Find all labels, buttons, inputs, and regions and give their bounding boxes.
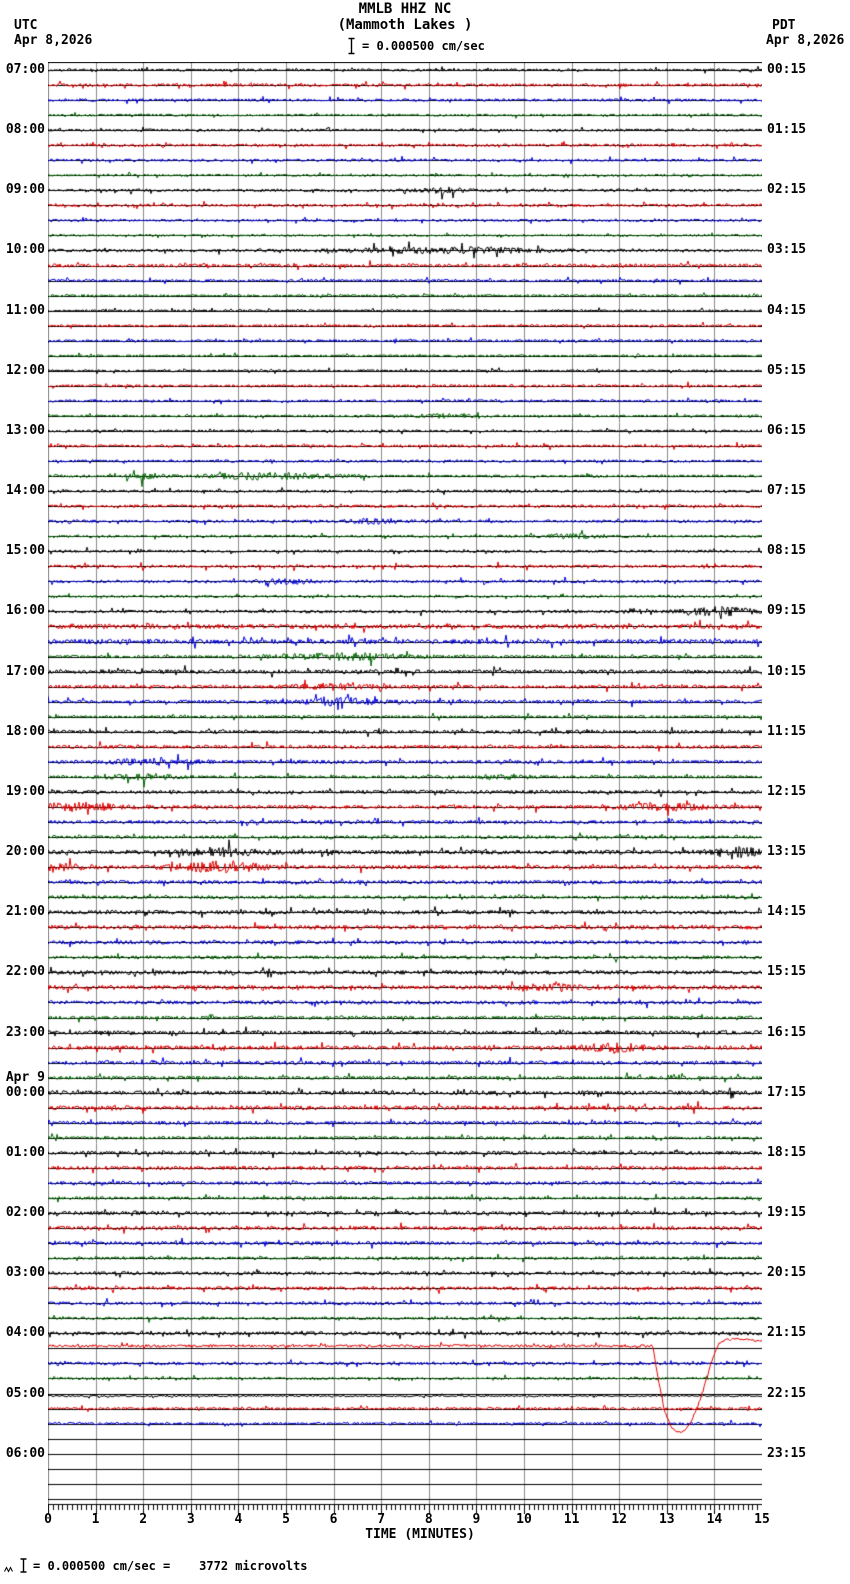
x-tick-label: 4 — [234, 1512, 243, 1527]
pdt-hour-label: 11:15 — [767, 723, 807, 739]
utc-hour-label: 05:00 — [5, 1385, 45, 1401]
utc-hour-label: 09:00 — [5, 182, 45, 198]
x-tick-label: 11 — [563, 1512, 580, 1527]
utc-hour-label: 08:00 — [5, 122, 45, 138]
pdt-hour-label: 10:15 — [767, 663, 807, 679]
x-tick-label: 1 — [91, 1512, 100, 1527]
pdt-hour-label: 04:15 — [767, 302, 807, 318]
utc-hour-label: 22:00 — [5, 964, 45, 980]
scale-legend-text: = 0.000500 cm/sec — [362, 39, 485, 53]
pdt-hour-label: 23:15 — [767, 1445, 807, 1461]
x-tick-label: 7 — [377, 1512, 386, 1527]
x-tick-label: 5 — [282, 1512, 290, 1527]
pdt-hour-label: 12:15 — [767, 783, 807, 799]
utc-hour-label: 14:00 — [5, 483, 45, 499]
pdt-hour-label: 21:15 — [767, 1325, 807, 1341]
utc-hour-label: 12:00 — [5, 362, 45, 378]
footer-ibeam-icon — [19, 1558, 28, 1573]
utc-hour-label: 23:00 — [5, 1024, 45, 1040]
utc-hour-label: 06:00 — [5, 1445, 45, 1461]
x-tick-label: 13 — [658, 1512, 675, 1527]
x-tick-label: 12 — [611, 1512, 628, 1527]
pdt-hour-label: 16:15 — [767, 1024, 807, 1040]
utc-hour-label: 13:00 — [5, 422, 45, 438]
utc-hour-label: 17:00 — [5, 663, 45, 679]
left-date-label: Apr 8,2026 — [14, 33, 93, 48]
pdt-hour-label: 13:15 — [767, 844, 807, 860]
pdt-hour-label: 03:15 — [767, 242, 807, 258]
footer-scale-text: = 0.000500 cm/sec = 3772 microvolts — [33, 1559, 308, 1573]
station-title: MMLB HHZ NC — [358, 1, 452, 17]
utc-hour-label: 20:00 — [5, 844, 45, 860]
utc-hour-label: 07:00 — [5, 62, 45, 77]
utc-hour-label: 15:00 — [5, 543, 45, 559]
x-tick-label: 9 — [472, 1512, 481, 1527]
x-tick-label: 2 — [139, 1512, 148, 1527]
utc-hour-label: 03:00 — [5, 1265, 45, 1281]
utc-hour-label: 10:00 — [5, 242, 45, 258]
x-tick-label: 15 — [754, 1512, 770, 1527]
utc-hour-label: 00:00 — [5, 1084, 45, 1100]
utc-hour-label: 02:00 — [5, 1205, 45, 1221]
amplitude-scale-legend — [347, 37, 485, 55]
pdt-hour-label: 20:15 — [767, 1265, 807, 1281]
pdt-hour-label: 15:15 — [767, 964, 807, 980]
pdt-hour-label: 18:15 — [767, 1144, 807, 1160]
x-axis-title: TIME (MINUTES) — [365, 1527, 475, 1542]
utc-hour-label: 01:00 — [5, 1144, 45, 1160]
pdt-hour-label: 01:15 — [767, 122, 807, 138]
station-subtitle: (Mammoth Lakes ) — [337, 17, 473, 33]
x-tick-label: 3 — [186, 1512, 195, 1527]
x-tick-label: 6 — [329, 1512, 338, 1527]
pdt-hour-label: 02:15 — [767, 182, 807, 198]
microvolt-wave-glyph-icon — [4, 1565, 14, 1573]
footer-scale-note — [4, 1558, 308, 1573]
utc-date-rollover-label: Apr 9 — [5, 1069, 45, 1085]
utc-hour-label: 11:00 — [5, 302, 45, 318]
pdt-hour-label: 06:15 — [767, 422, 807, 438]
x-tick-label: 0 — [44, 1512, 52, 1527]
utc-hour-label: 04:00 — [5, 1325, 45, 1341]
pdt-hour-label: 17:15 — [767, 1084, 807, 1100]
utc-hour-label: 16:00 — [5, 603, 45, 619]
pdt-hour-label: 08:15 — [767, 543, 807, 559]
left-timezone-label: UTC — [14, 18, 38, 33]
right-date-label: Apr 8,2026 — [766, 33, 845, 48]
pdt-hour-label: 22:15 — [767, 1385, 807, 1401]
x-tick-label: 10 — [516, 1512, 532, 1527]
pdt-hour-label: 09:15 — [767, 603, 807, 619]
helicorder-canvas — [48, 62, 762, 1514]
utc-hour-label: 19:00 — [5, 783, 45, 799]
pdt-hour-label: 00:15 — [767, 62, 807, 77]
right-timezone-label: PDT — [772, 18, 796, 33]
pdt-hour-label: 07:15 — [767, 483, 807, 499]
scale-ibeam-icon — [347, 37, 356, 55]
pdt-hour-label: 14:15 — [767, 904, 807, 920]
utc-hour-label: 18:00 — [5, 723, 45, 739]
pdt-hour-label: 19:15 — [767, 1205, 807, 1221]
utc-hour-label: 21:00 — [5, 904, 45, 920]
x-tick-label: 14 — [706, 1512, 723, 1527]
pdt-hour-label: 05:15 — [767, 362, 807, 378]
x-tick-label: 8 — [424, 1512, 433, 1527]
